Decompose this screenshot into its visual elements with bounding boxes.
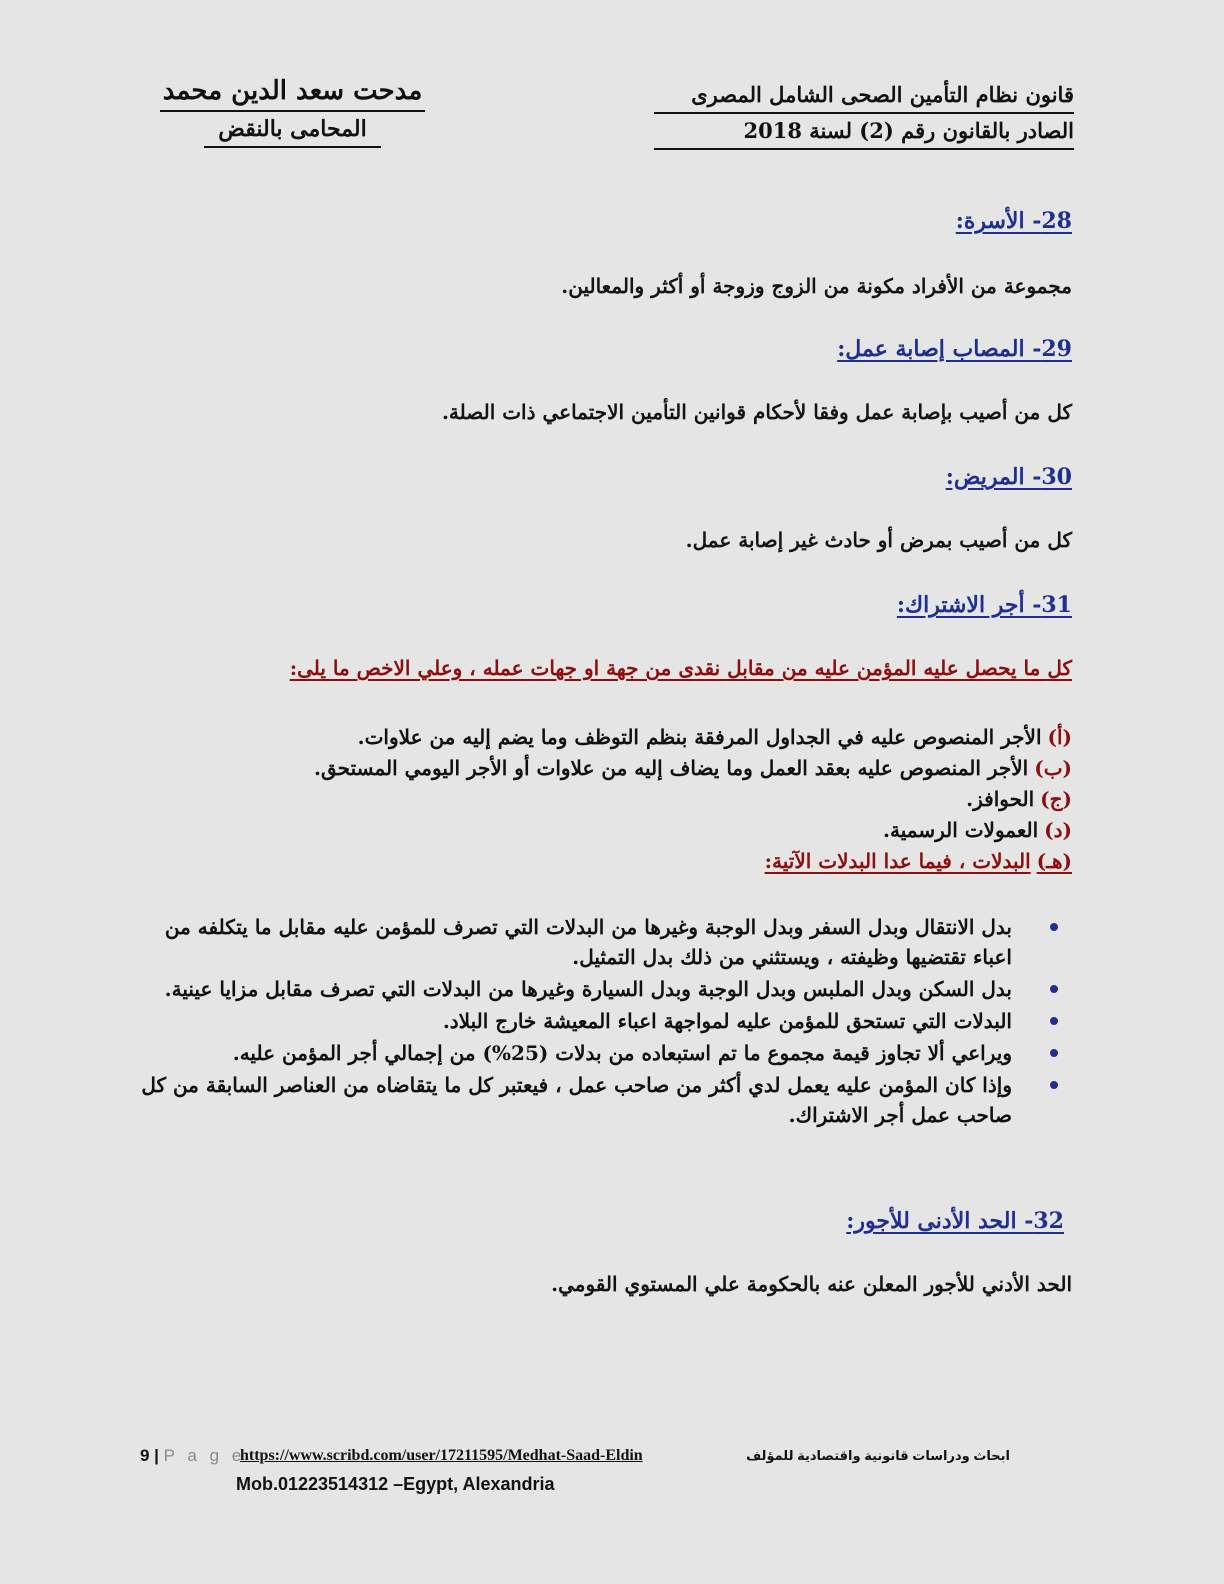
- item-marker: (ج): [1040, 787, 1072, 811]
- section-title-28: 28- الأسرة:: [955, 208, 1072, 234]
- section-title-30: 30- المريض:: [945, 464, 1072, 490]
- bullet-icon: [1050, 923, 1058, 931]
- wage-items-list: [152, 722, 1072, 877]
- bullet-icon: [1050, 985, 1058, 993]
- page-label: P a g e: [163, 1446, 246, 1465]
- excluded-allowances-list: [136, 912, 1076, 1132]
- page-footer: [140, 1446, 1040, 1506]
- item-text: البدلات ، فيما عدا البدلات الآتية:: [764, 849, 1031, 873]
- item-text: الحوافز.: [966, 787, 1035, 811]
- list-item: [136, 912, 1076, 972]
- author-title: المحامى بالنقض: [204, 112, 380, 148]
- list-item: [152, 784, 1072, 815]
- bullet-text: البدلات التي تستحق للمؤمن عليه لمواجهة اعباء المعيشة خارج البلاد.: [442, 1009, 1012, 1033]
- bullet-text: ويراعي ألا تجاوز قيمة مجموع ما تم استبعاده من بدلات (25%) من إجمالي أجر المؤمن عليه.: [232, 1041, 1012, 1065]
- item-text: الأجر المنصوص عليه في الجداول المرفقة بنظم التوظف وما يضم إليه من علاوات.: [357, 725, 1042, 749]
- author-name: مدحت سعد الدين محمد: [160, 72, 425, 112]
- page-indicator: [140, 1446, 245, 1466]
- item-marker: (د): [1044, 818, 1072, 842]
- author-url-link[interactable]: https://www.scribd.com/user/17211595/Medhat-Saad-Eldin: [240, 1447, 643, 1464]
- list-item: [152, 753, 1072, 784]
- list-item: [136, 974, 1076, 1004]
- list-item: [152, 815, 1072, 846]
- item-text: الأجر المنصوص عليه بعقد العمل وما يضاف إليه من علاوات أو الأجر اليومي المستحق.: [314, 756, 1029, 780]
- page-number: 9 |: [140, 1446, 159, 1465]
- item-marker: (ب): [1034, 756, 1072, 780]
- item-text: العمولات الرسمية.: [883, 818, 1039, 842]
- list-item: [152, 846, 1072, 877]
- list-item: [136, 1006, 1076, 1036]
- bullet-text: بدل الانتقال وبدل السفر وبدل الوجبة وغيرها من البدلات التي تصرف للمؤمن عليه مقابل ما يتكلفه من اعباء تقتضيها وظيفته ، ويستثني من ذلك بدل التمثيل.: [164, 915, 1012, 969]
- section-body-31: كل ما يحصل عليه المؤمن عليه من مقابل نقدى من جهة او جهات عمله ، وعلي الاخص ما يلى:: [289, 656, 1072, 680]
- mobile-contact: Mob.01223514312 –Egypt, Alexandria: [236, 1474, 555, 1494]
- section-body-30: كل من أصيب بمرض أو حادث غير إصابة عمل.: [685, 528, 1072, 552]
- bullet-text: بدل السكن وبدل الملبس وبدل الوجبة وبدل السيارة وغيرها من البدلات التي تصرف مقابل مزايا عينية.: [164, 977, 1012, 1001]
- list-item: [152, 722, 1072, 753]
- section-body-28: مجموعة من الأفراد مكونة من الزوج وزوجة أو أكثر والمعالين.: [561, 274, 1072, 298]
- footer-arabic-note: ابحاث ودراسات قانونية واقتصادية للمؤلف: [746, 1448, 1010, 1463]
- law-reference: الصادر بالقانون رقم (2) لسنة 2018: [654, 114, 1074, 150]
- law-header: [654, 78, 1074, 150]
- section-title-31: 31- أجر الاشتراك:: [896, 592, 1072, 618]
- law-title: قانون نظام التأمين الصحى الشامل المصرى: [654, 78, 1074, 114]
- section-body-29: كل من أصيب بإصابة عمل وفقا لأحكام قوانين التأمين الاجتماعي ذات الصلة.: [441, 400, 1072, 424]
- section-body-32: الحد الأدني للأجور المعلن عنه بالحكومة علي المستوي القومي.: [551, 1272, 1072, 1296]
- item-marker: (هـ): [1036, 849, 1072, 873]
- bullet-icon: [1050, 1049, 1058, 1057]
- bullet-text: وإذا كان المؤمن عليه يعمل لدي أكثر من صاحب عمل ، فيعتبر كل ما يتقاضاه من العناصر السابقة من كل صاحب عمل أجر الاشتراك.: [141, 1073, 1012, 1127]
- section-title-32: 32- الحد الأدنى للأجور:: [846, 1208, 1064, 1234]
- author-header: [160, 72, 425, 148]
- list-item: [136, 1038, 1076, 1068]
- bullet-icon: [1050, 1081, 1058, 1089]
- item-marker: (أ): [1047, 725, 1072, 749]
- list-item: [136, 1070, 1076, 1130]
- bullet-icon: [1050, 1017, 1058, 1025]
- section-title-29: 29- المصاب إصابة عمل:: [837, 336, 1072, 362]
